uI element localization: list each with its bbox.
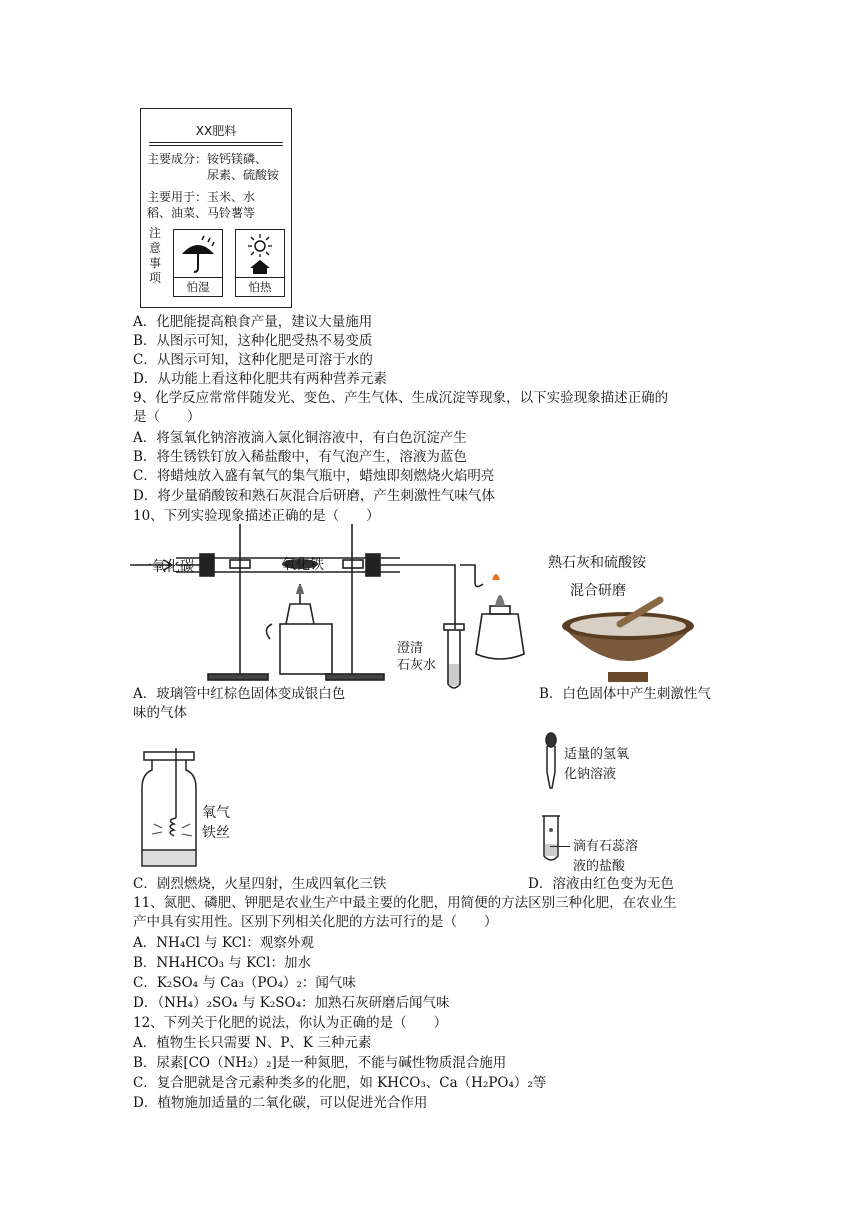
fig-d-pointer-line xyxy=(550,846,570,847)
q12-option-b: B．尿素[CO（NH₂）₂]是一种氮肥，不能与碱性物质混合施用 xyxy=(133,1055,507,1071)
umbrella-rain-icon xyxy=(174,230,222,278)
iron-wire-oxygen-bottle xyxy=(138,748,208,872)
q8-option-d: D．从功能上看这种化肥共有两种营养元素 xyxy=(133,371,387,387)
label-usage-2: 稻、油菜、马铃薯等 xyxy=(147,206,256,220)
q11-stem-2: 产中具有实用性。区别下列相关化肥的方法可行的是（ ） xyxy=(133,914,498,930)
q11-option-b: B．NH₄HCO₃ 与 KCl：加水 xyxy=(133,955,311,971)
co-reduction-apparatus xyxy=(130,524,530,694)
q12-option-d: D．植物施加适量的二氧化碳，可以促进光合作用 xyxy=(133,1095,428,1111)
q9-option-a: A．将氢氧化钠溶液滴入氯化铜溶液中，有白色沉淀产生 xyxy=(133,430,467,446)
q10-option-b: B．白色固体中产生刺激性气 xyxy=(539,686,711,702)
label-title: XX肥料 xyxy=(195,124,237,138)
q12-option-a: A．植物生长只需要 N、P、K 三种元素 xyxy=(133,1035,372,1051)
label-ingredients-1: 主要成分：铵钙镁磷、 xyxy=(147,152,268,166)
q8-option-c: C．从图示可知，这种化肥是可溶于水的 xyxy=(133,352,373,368)
q9-option-d: D．将少量硝酸铵和熟石灰混合后研磨，产生刺激性气味气体 xyxy=(133,488,495,504)
symbol-heat xyxy=(235,229,285,297)
mortar-pestle-illustration xyxy=(548,596,708,686)
symbol-moisture-caption: 怕湿 xyxy=(174,277,222,296)
label-divider-2 xyxy=(149,145,283,146)
sun-heat-icon xyxy=(236,230,284,278)
q11-stem-1: 11、氮肥、磷肥、钾肥是农业生产中最主要的化肥，用简便的方法区别三种化肥，在农业生 xyxy=(133,895,677,911)
fig-d-top-2: 化钠溶液 xyxy=(564,767,617,782)
q12-stem: 12、下列关于化肥的说法，你认为正确的是（ ） xyxy=(133,1015,448,1031)
q10-option-c: C．剧烈燃烧，火星四射，生成四氧化三铁 xyxy=(133,876,387,892)
label-notes-heading: 注意事项 xyxy=(149,226,162,285)
fig-d-bottom-2: 液的盐酸 xyxy=(573,859,626,874)
fig-c-oxygen: 氧气 xyxy=(202,805,230,821)
q8-option-b: B．从图示可知，这种化肥受热不易变质 xyxy=(133,333,373,349)
q9-stem-1: 9、化学反应常常伴随发光、变色、产生气体、生成沉淀等现象，以下实验现象描述正确的 xyxy=(133,390,669,406)
q11-option-c: C．K₂SO₄ 与 Ca₃（PO₄）₂：闻气味 xyxy=(133,975,356,991)
fig-a-co-label: 一氧化碳 xyxy=(138,559,194,575)
fig-d-top-1: 适量的氢氧 xyxy=(564,747,630,762)
fertilizer-label-card xyxy=(140,108,292,308)
q9-option-c: C．将蜡烛放入盛有氧气的集气瓶中，蜡烛即刻燃烧火焰明亮 xyxy=(133,468,495,484)
label-ingredients-2: 尿素、硫酸铵 xyxy=(207,168,280,182)
q8-option-a: A．化肥能提高粮食产量，建议大量施用 xyxy=(133,314,373,330)
q12-option-c: C．复合肥就是含元素种类多的化肥，如 KHCO₃、Ca（H₂PO₄）₂等 xyxy=(133,1075,547,1091)
fig-d-bottom-1: 滴有石蕊溶 xyxy=(573,839,639,854)
q10-option-a-2: 味的气体 xyxy=(133,705,187,721)
fig-a-limewater-2: 石灰水 xyxy=(397,658,437,673)
q11-option-a: A．NH₄Cl 与 KCl：观察外观 xyxy=(133,935,314,951)
fig-b-title-2: 混合研磨 xyxy=(570,583,626,599)
fig-a-limewater-1: 澄清 xyxy=(397,641,424,656)
q10-stem: 10、下列实验现象描述正确的是（ ） xyxy=(133,508,380,524)
q9-stem-2: 是（ ） xyxy=(133,409,201,425)
q10-option-d: D．溶液由红色变为无色 xyxy=(528,876,674,892)
fig-c-wire: 铁丝 xyxy=(202,825,230,841)
fig-a-fe2o3-label: 氧化铁 xyxy=(282,557,324,573)
q10-option-a-1: A．玻璃管中红棕色固体变成银白色 xyxy=(133,686,346,702)
label-usage-1: 主要用于：玉米、水 xyxy=(147,190,256,204)
q9-option-b: B．将生锈铁钉放入稀盐酸中，有气泡产生，溶液为蓝色 xyxy=(133,449,467,465)
fig-b-title-1: 熟石灰和硫酸铵 xyxy=(548,555,646,571)
symbol-heat-caption: 怕热 xyxy=(236,277,284,296)
label-divider xyxy=(149,142,283,143)
q11-option-d: D．（NH₄）₂SO₄ 与 K₂SO₄：加熟石灰研磨后闻气味 xyxy=(133,995,450,1011)
symbol-moisture xyxy=(173,229,223,297)
